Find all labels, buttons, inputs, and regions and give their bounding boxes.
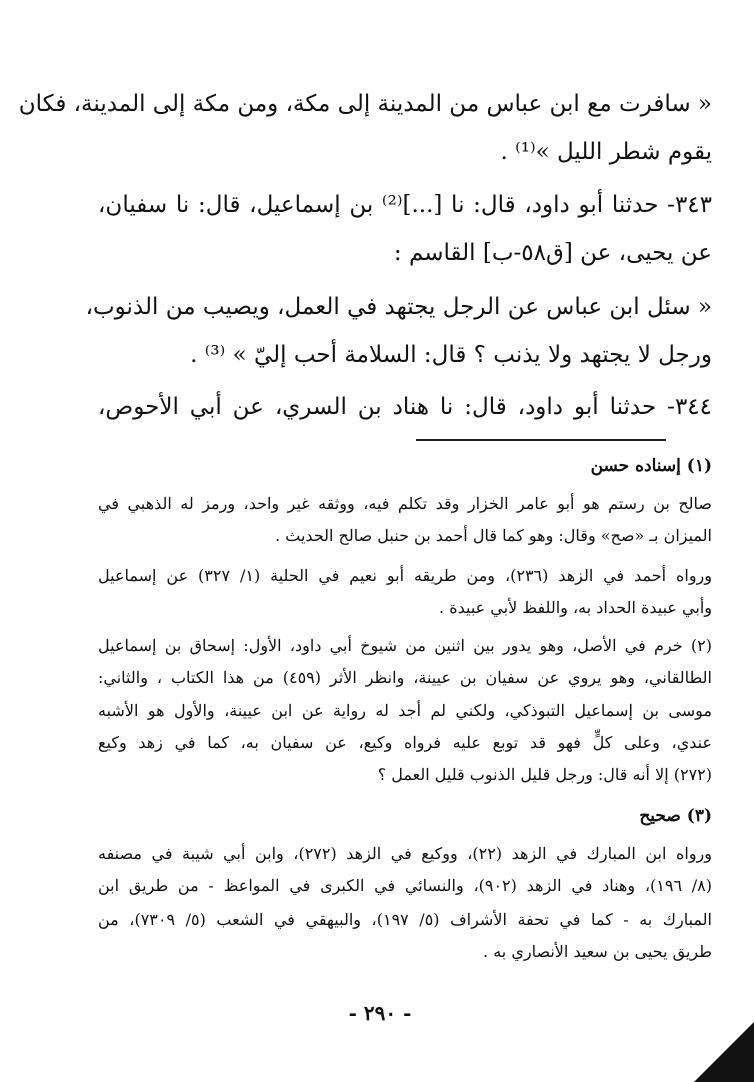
footnote-line: عندي، وعلى كلٍّ فهو قد توبع عليه فرواه وكيع، عن سفيان به، كما في زهد وكيع bbox=[98, 733, 712, 752]
footnote-3-heading: (٣) صحيح bbox=[639, 806, 712, 826]
page-number: - ٢٩٠ - bbox=[348, 1001, 412, 1025]
footnote-line: ورواه ابن المبارك في الزهد (٢٢)، ووكيع في الزهد (٢٧٢)، وابن أبي شيبة في مصنفه bbox=[98, 844, 713, 863]
footnote-line: ورواه أحمد في الزهد (٢٣٦)، ومن طريقه أبو نعيم في الحلية (١/ ٣٢٧) عن إسماعيل bbox=[98, 566, 713, 585]
footnote-line: موسى بن إسماعيل التبوذكي، ولكني لم أجد له رواية عن ابن عيينة، والأول هو الأشبه bbox=[98, 701, 713, 720]
page-corner-mark bbox=[694, 1022, 754, 1082]
footnote-2-line: (٢) خرم في الأصل، وهو يدور بين اثنين من شيوخ أبي داود، الأول: إسحاق بن إسماعيل bbox=[98, 636, 712, 655]
main-text-line: « سافرت مع ابن عباس من المدينة إلى مكة، ومن مكة إلى المدينة، فكان bbox=[18, 91, 712, 117]
footnote-line: (٢٧٢) إلا أنه قال: ورجل قليل الذنوب قليل العمل ؟ bbox=[377, 765, 712, 784]
footnote-line: صالح بن رستم هو أبو عامر الخزار وقد تكلم فيه، ووثقه غير واحد، ورمز له الذهبي في bbox=[98, 494, 712, 513]
footnote-line: الميزان بـ «صح» وقال: وهو كما قال أحمد بن حنبل صالح الحديث . bbox=[275, 526, 712, 545]
main-text-line: عن يحيى، عن [ق٥٨-ب] القاسم : bbox=[393, 240, 712, 266]
main-text-line: « سئل ابن عباس عن الرجل يجتهد في العمل، ويصيب من الذنوب، bbox=[85, 294, 712, 320]
footnote-line: الطالقاني، وهو يروي عن سفيان بن عيينة، وانظر الأثر (٤٥٩) من هذا الكتاب ، والثاني: bbox=[98, 668, 713, 687]
hadith-343-line: ٣٤٣- حدثنا أبو داود، قال: نا [...]⁽²⁾ بن إسماعيل، قال: نا سفيان، bbox=[98, 192, 712, 218]
footnote-1-heading: (١) إسناده حسن bbox=[590, 456, 712, 476]
footnote-line: المبارك به - كما في تحفة الأشراف (٥/ ١٩٧)، والبيهقي في الشعب (٥/ ٧٣٠٩)، من bbox=[98, 910, 712, 929]
footnote-line: طريق يحيى بن سعيد الأنصاري به . bbox=[483, 942, 712, 961]
footnote-line: وأبي عبيدة الحداد به، واللفظ لأبي عبيدة . bbox=[439, 598, 712, 617]
footnote-line: (٨/ ١٩٦)، وهناد في الزهد (٩٠٢)، والنسائي في الكبرى في المواعظ - من طريق ابن bbox=[98, 876, 713, 895]
footnote-divider bbox=[416, 439, 666, 441]
main-text-line: ورجل لا يجتهد ولا يذنب ؟ قال: السلامة أحب إليّ » ⁽³⁾ . bbox=[190, 342, 712, 368]
main-text-line: يقوم شطر الليل »⁽¹⁾ . bbox=[500, 139, 712, 165]
hadith-344-line: ٣٤٤- حدثنا أبو داود، قال: نا هناد بن السري، عن أبي الأحوص، bbox=[98, 394, 712, 420]
